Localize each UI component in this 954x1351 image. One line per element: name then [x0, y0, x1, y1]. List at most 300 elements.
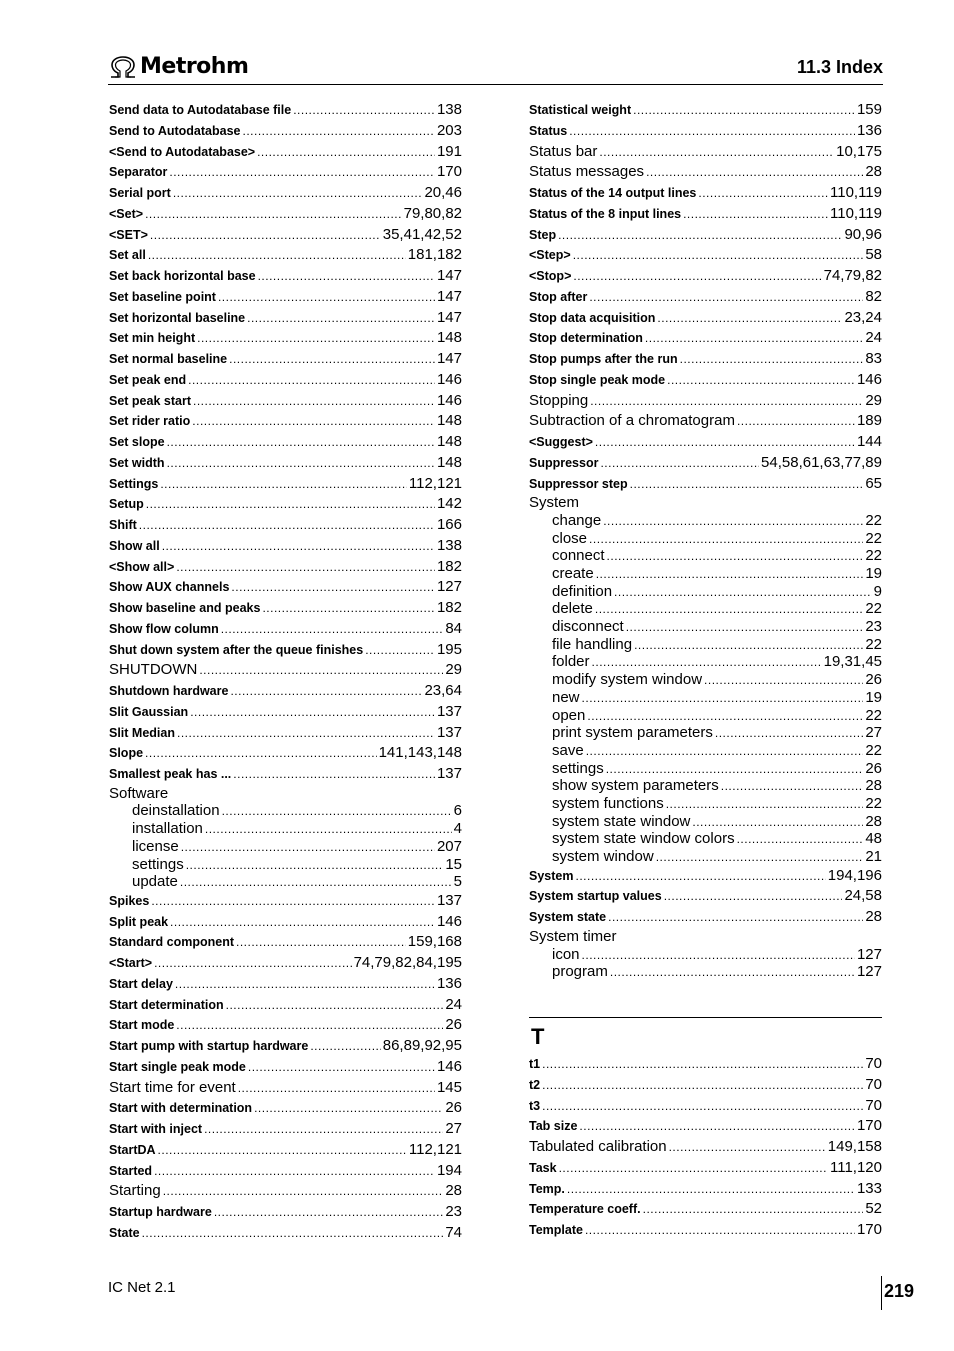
entry-term: create: [552, 565, 594, 582]
entry-pages: 22: [865, 794, 882, 812]
entry-pages: 26: [445, 1016, 462, 1034]
entry-pages: 133: [856, 1179, 882, 1197]
entry-term: <SET>: [109, 227, 148, 242]
entry-pages: 26: [865, 759, 882, 777]
index-entry: [109, 953, 462, 974]
entry-pages: 28: [865, 812, 882, 830]
dot-leader: [146, 494, 435, 514]
entry-term: Startup hardware: [109, 1205, 212, 1220]
index-entry: [109, 245, 462, 266]
dot-leader: [154, 1161, 435, 1181]
dot-leader: [645, 328, 863, 348]
dot-leader: [592, 654, 822, 671]
entry-term: <Set>: [109, 206, 144, 221]
entry-term: definition: [552, 582, 613, 600]
entry-term: Statistical weight: [529, 103, 632, 117]
entry-term: Shutdown hardware: [109, 684, 229, 698]
dot-leader: [569, 121, 855, 141]
index-entry: [529, 432, 882, 453]
entry-term: Set horizontal baseline: [109, 310, 246, 325]
index-entry: [529, 121, 882, 142]
entry-term: program: [552, 963, 608, 981]
dot-leader: [667, 370, 855, 390]
dot-leader: [236, 932, 406, 952]
entry-pages: 191: [436, 142, 462, 160]
dot-leader: [630, 474, 864, 494]
page-header: [108, 50, 883, 85]
entry-term: settings: [132, 855, 184, 873]
entry-term: close: [552, 529, 588, 547]
entry-pages: 23,24: [844, 308, 882, 326]
index-entry: [529, 1096, 882, 1117]
index-entry: [109, 820, 462, 838]
entry-pages: 22: [865, 511, 882, 529]
entry-term: modify system window: [552, 671, 703, 689]
index-entry: [529, 411, 882, 432]
index-entry: [109, 1181, 462, 1202]
index-entry: [109, 764, 462, 785]
dot-leader: [603, 513, 863, 530]
dot-leader: [721, 778, 864, 795]
index-entry: [529, 1116, 882, 1137]
entry-pages: 70: [865, 1075, 882, 1093]
dot-leader: [188, 370, 435, 390]
entry-pages: 22: [865, 741, 882, 759]
index-entry: [109, 577, 462, 598]
index-entry: [529, 266, 882, 287]
entry-term: show system parameters: [552, 777, 719, 795]
dot-leader: [192, 411, 435, 431]
entry-term: Status of the 8 input lines: [529, 206, 682, 221]
entry-term: Temperature coeff.: [529, 1202, 641, 1217]
index-entry: [109, 391, 462, 412]
entry-pages: 6: [453, 802, 462, 820]
dot-leader: [175, 974, 435, 994]
index-entry: [529, 565, 882, 583]
entry-pages: 5: [453, 873, 462, 891]
dot-leader: [542, 1075, 863, 1095]
entry-pages: 138: [436, 101, 462, 118]
entry-term: Start pump with startup hardware: [109, 1039, 309, 1054]
entry-pages: 74: [445, 1223, 462, 1241]
index-entry: [529, 653, 882, 671]
index-entry: [109, 142, 462, 163]
index-entry: [529, 848, 882, 866]
dot-leader: [162, 536, 435, 556]
entry-term: System: [529, 494, 580, 512]
index-entry: [529, 671, 882, 689]
entry-term: Stop after: [529, 289, 588, 304]
index-entry: [109, 974, 462, 995]
entry-term: Step: [529, 227, 557, 242]
dot-leader: [257, 142, 435, 162]
entry-pages: 28: [865, 777, 882, 795]
index-entry: [109, 785, 462, 803]
dot-leader: [656, 849, 864, 866]
entry-pages: 19: [865, 688, 882, 706]
dot-leader: [595, 601, 863, 618]
dot-leader: [145, 743, 377, 763]
dot-leader: [214, 1202, 444, 1222]
entry-pages: 70: [865, 1055, 882, 1072]
index-entry: [529, 724, 882, 742]
index-entry: [109, 204, 462, 225]
index-entry: [529, 963, 882, 981]
dot-leader: [586, 743, 864, 760]
index-entry: [529, 494, 882, 512]
entry-pages: 112,121: [408, 474, 462, 492]
dot-leader: [643, 1199, 864, 1219]
dot-leader: [150, 225, 381, 245]
dot-leader: [666, 796, 864, 813]
index-entry: [529, 1199, 882, 1220]
entry-pages: 28: [865, 908, 882, 926]
dot-leader: [190, 702, 435, 722]
entry-pages: 147: [436, 308, 462, 326]
index-entry: [109, 619, 462, 640]
index-entry: [529, 183, 882, 204]
entry-term: update: [132, 873, 178, 891]
index-entry: [109, 660, 462, 681]
entry-pages: 148: [436, 433, 462, 450]
index-entry: [109, 802, 462, 820]
entry-term: Stop single peak mode: [529, 372, 666, 387]
entry-pages: 22: [865, 529, 882, 547]
entry-pages: 159,168: [407, 933, 462, 951]
dot-leader: [197, 328, 435, 348]
index-entry: [529, 795, 882, 813]
entry-pages: 82: [865, 287, 882, 305]
dot-leader: [177, 723, 435, 743]
entry-term: Software: [109, 784, 169, 802]
dot-leader: [151, 891, 435, 911]
entry-term: Serial port: [109, 186, 171, 200]
entry-pages: 110,119: [830, 204, 882, 222]
entry-term: delete: [552, 600, 593, 618]
entry-term: <Suggest>: [529, 435, 593, 449]
entry-term: Show flow column: [109, 621, 219, 636]
entry-term: Starting: [109, 1182, 161, 1200]
index-entry: [109, 183, 462, 204]
index-entry: [109, 995, 462, 1016]
dot-leader: [180, 874, 452, 891]
index-entry: [109, 1057, 462, 1078]
index-entry: [529, 391, 882, 412]
index-entry: [109, 515, 462, 536]
index-entry: [529, 547, 882, 565]
entry-term: Tabulated calibration: [529, 1138, 667, 1155]
entry-term: Split peak: [109, 914, 169, 929]
entry-pages: 23,64: [424, 682, 462, 699]
entry-pages: 112,121: [408, 1140, 462, 1158]
entry-pages: 27: [445, 1120, 462, 1138]
index-entry: [109, 494, 462, 515]
entry-term: Status messages: [529, 163, 645, 181]
index-entry: [529, 946, 882, 964]
entry-pages: 127: [436, 578, 462, 596]
entry-pages: 24,58: [844, 887, 882, 905]
entry-term: Set back horizontal base: [109, 269, 256, 283]
entry-pages: 137: [436, 723, 462, 741]
entry-term: Set min height: [109, 331, 196, 346]
entry-pages: 111,120: [830, 1158, 882, 1176]
entry-term: system state window: [552, 812, 691, 830]
dot-leader: [542, 1096, 863, 1116]
index-entry: [109, 912, 462, 933]
entry-term: t3: [529, 1098, 541, 1113]
entry-pages: 146: [436, 1057, 462, 1075]
entry-pages: 9: [873, 582, 882, 600]
entry-term: Show AUX channels: [109, 580, 230, 595]
omega-icon: [108, 55, 138, 79]
dot-leader: [167, 432, 435, 452]
entry-term: system functions: [552, 794, 664, 812]
entry-term: Start with inject: [109, 1122, 203, 1137]
index-entry: [109, 453, 462, 474]
entry-pages: 83: [865, 350, 882, 367]
entry-pages: 170: [856, 1117, 882, 1135]
entry-pages: 110,119: [830, 184, 882, 201]
index-entry: [529, 474, 882, 495]
entry-pages: 4: [453, 820, 462, 838]
entry-pages: 74,79,82: [823, 267, 882, 284]
letter-section-t: [529, 1017, 882, 1241]
dot-leader: [186, 857, 444, 874]
entry-pages: 15: [445, 855, 462, 873]
index-entry: [109, 1119, 462, 1140]
dot-leader: [610, 964, 855, 981]
index-entry: [529, 100, 882, 121]
entry-term: Slope: [109, 746, 144, 761]
dot-leader: [229, 349, 435, 369]
entry-term: Set slope: [109, 435, 165, 449]
index-entry: [529, 370, 882, 391]
index-entry: [109, 121, 462, 142]
index-entry: [529, 204, 882, 225]
entry-pages: 48: [865, 830, 882, 848]
dot-leader: [310, 1036, 380, 1056]
entry-term: Stop determination: [529, 331, 643, 346]
entry-term: settings: [552, 759, 604, 777]
entry-term: <Stop>: [529, 269, 572, 283]
entry-pages: 149,158: [827, 1138, 882, 1155]
entry-term: Slit Gaussian: [109, 704, 189, 719]
dot-leader: [573, 266, 821, 286]
entry-pages: 148: [436, 412, 462, 430]
index-entry: [529, 1179, 882, 1200]
entry-term: license: [132, 837, 179, 855]
entry-term: Start mode: [109, 1018, 175, 1033]
dot-leader: [176, 1015, 443, 1035]
dot-leader: [365, 640, 435, 660]
entry-term: icon: [552, 945, 580, 963]
dot-leader: [575, 866, 825, 886]
index-entry: [529, 512, 882, 530]
index-entry: [529, 1220, 882, 1241]
entry-pages: 19,31,45: [823, 653, 882, 671]
index-entry: [529, 530, 882, 548]
entry-pages: 70: [865, 1096, 882, 1114]
dot-leader: [692, 814, 863, 831]
dot-leader: [218, 287, 435, 307]
entry-pages: 159: [856, 101, 882, 118]
dot-leader: [247, 308, 435, 328]
entry-term: Task: [529, 1160, 557, 1175]
index-entry: [529, 907, 882, 928]
index-entry: [529, 328, 882, 349]
dot-leader: [221, 619, 444, 639]
entry-term: t1: [529, 1057, 541, 1071]
index-entry: [109, 856, 462, 874]
entry-term: Start time for event: [109, 1078, 236, 1096]
index-entry: [529, 830, 882, 848]
dot-leader: [254, 1098, 443, 1118]
dot-leader: [595, 432, 855, 452]
entry-pages: 137: [436, 891, 462, 909]
index-entry: [529, 162, 882, 183]
entry-term: <Start>: [109, 956, 153, 971]
entry-pages: 194,196: [827, 866, 882, 884]
dot-leader: [145, 204, 402, 224]
dot-leader: [559, 1158, 828, 1178]
entry-term: Smallest peak has ...: [109, 767, 232, 781]
section-title: 11.3 Index: [796, 57, 883, 77]
entry-pages: 28: [865, 163, 882, 181]
index-entry: [529, 742, 882, 760]
dot-leader: [248, 1057, 435, 1077]
entry-pages: 90,96: [844, 225, 882, 243]
entry-pages: 170: [856, 1221, 882, 1238]
entry-term: <Send to Autodatabase>: [109, 144, 256, 159]
index-entry: [529, 618, 882, 636]
entry-pages: 26: [445, 1099, 462, 1117]
dot-leader: [589, 287, 863, 307]
index-entry: [109, 640, 462, 661]
index-entry: [109, 536, 462, 557]
entry-pages: 141,143,148: [378, 744, 462, 762]
entry-pages: 170: [436, 163, 462, 181]
entry-term: <Step>: [529, 248, 571, 263]
index-entry: [529, 813, 882, 831]
index-entry: [529, 707, 882, 725]
dot-leader: [737, 411, 855, 431]
entry-pages: 27: [865, 724, 882, 742]
index-entry: [109, 1161, 462, 1182]
dot-leader: [160, 474, 407, 494]
entry-term: System state: [529, 910, 607, 925]
index-entry: [109, 349, 462, 370]
dot-leader: [139, 515, 435, 535]
dot-leader: [167, 453, 435, 473]
entry-term: Standard component: [109, 935, 235, 950]
dot-leader: [698, 183, 828, 203]
entry-term: file handling: [552, 635, 633, 653]
entry-term: Set rider ratio: [109, 414, 191, 429]
index-entry: [529, 287, 882, 308]
entry-term: save: [552, 741, 584, 759]
entry-pages: 74,79,82,84,195: [353, 954, 462, 972]
dot-leader: [226, 995, 444, 1015]
entry-pages: 137: [436, 702, 462, 720]
index-entry: [529, 245, 882, 266]
entry-term: SHUTDOWN: [109, 661, 198, 679]
entry-pages: 20,46: [424, 184, 462, 201]
entry-term: Set peak end: [109, 372, 187, 387]
entry-pages: 22: [865, 635, 882, 653]
index-entry: [109, 1078, 462, 1099]
dot-leader: [181, 839, 435, 856]
logo-text: Metrohm: [140, 54, 249, 79]
dot-leader: [737, 831, 864, 848]
index-entry: [529, 760, 882, 778]
dot-leader: [589, 531, 863, 548]
index-entry: [109, 432, 462, 453]
dot-leader: [199, 660, 443, 680]
dot-leader: [169, 162, 435, 182]
page-number: 219: [881, 1276, 914, 1310]
dot-leader: [233, 764, 435, 784]
entry-pages: 29: [445, 661, 462, 679]
letter-heading: T: [531, 1024, 545, 1049]
entry-term: Set all: [109, 248, 146, 263]
entry-pages: 138: [436, 536, 462, 554]
index-entry: [109, 287, 462, 308]
entry-term: Template: [529, 1223, 583, 1237]
dot-leader: [607, 548, 864, 565]
dot-leader: [596, 566, 864, 583]
entry-term: Send to Autodatabase: [109, 123, 241, 138]
dot-leader: [606, 761, 864, 778]
entry-term: Shut down system after the queue finishes: [109, 642, 364, 657]
entry-term: Temp.: [529, 1181, 565, 1196]
dot-leader: [193, 391, 435, 411]
dot-leader: [599, 142, 834, 162]
dot-leader: [582, 947, 855, 964]
index-entry: [529, 636, 882, 654]
dot-leader: [573, 245, 864, 265]
dot-leader: [205, 821, 452, 838]
entry-pages: 79,80,82: [403, 204, 462, 222]
entry-term: print system parameters: [552, 724, 713, 742]
entry-pages: 137: [436, 765, 462, 782]
index-entry: [109, 598, 462, 619]
entry-pages: 147: [436, 350, 462, 367]
entry-pages: 195: [436, 640, 462, 658]
index-entry: [109, 162, 462, 183]
index-entry: [109, 873, 462, 891]
entry-term: folder: [552, 653, 590, 671]
entry-term: Settings: [109, 476, 159, 491]
entry-pages: 146: [856, 370, 882, 388]
entry-pages: 26: [865, 671, 882, 689]
entry-term: system window: [552, 848, 654, 865]
index-entry: [109, 681, 462, 702]
entry-pages: 203: [436, 121, 462, 139]
dot-leader: [558, 225, 842, 245]
entry-term: connect: [552, 547, 605, 565]
entry-pages: 23: [865, 618, 882, 636]
entry-pages: 23: [445, 1203, 462, 1221]
entry-pages: 146: [436, 391, 462, 409]
entry-term: Show all: [109, 538, 160, 553]
dot-leader: [634, 637, 863, 654]
index-entry: [109, 1036, 462, 1057]
entry-pages: 146: [436, 912, 462, 930]
entry-term: State: [109, 1225, 140, 1240]
entry-term: Show baseline and peaks: [109, 601, 261, 615]
index-entry: [529, 1137, 882, 1158]
entry-pages: 127: [856, 945, 882, 963]
